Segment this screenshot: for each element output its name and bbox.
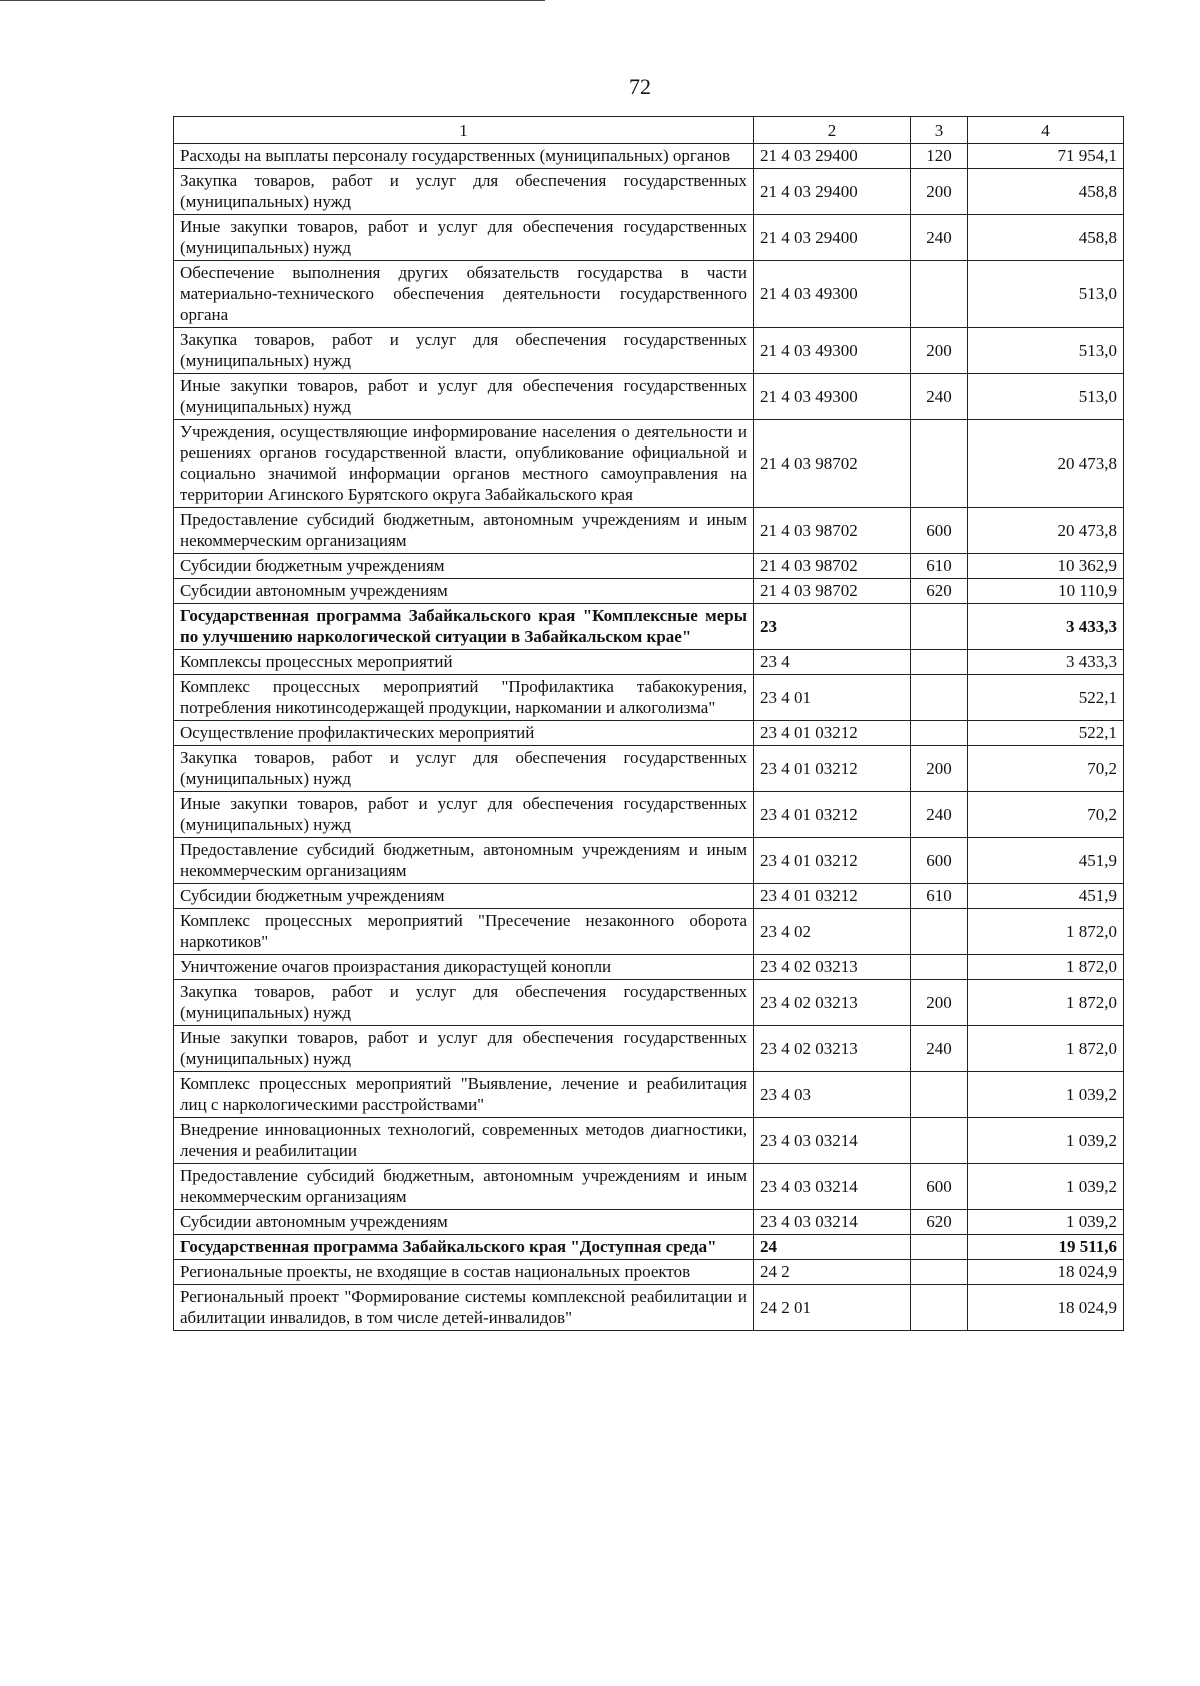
table-row — [174, 1072, 1124, 1118]
row-code-cell: 23 4 02 — [754, 909, 911, 955]
row-expense-type-cell: 620 — [911, 1210, 968, 1235]
table-row — [174, 215, 1124, 261]
row-code-cell: 21 4 03 49300 — [754, 328, 911, 374]
row-name-cell: Закупка товаров, работ и услуг для обеспечения государственных (муниципальных) нужд — [174, 328, 754, 374]
table-row — [174, 1118, 1124, 1164]
row-amount-cell: 1 039,2 — [968, 1072, 1124, 1118]
row-code-cell: 23 4 01 03212 — [754, 721, 911, 746]
row-amount-cell: 18 024,9 — [968, 1285, 1124, 1331]
row-name-cell: Закупка товаров, работ и услуг для обеспечения государственных (муниципальных) нужд — [174, 746, 754, 792]
row-code-cell: 21 4 03 98702 — [754, 579, 911, 604]
table-row — [174, 884, 1124, 909]
row-name-cell: Предоставление субсидий бюджетным, автономным учреждениям и иным некоммерческим организациям — [174, 1164, 754, 1210]
row-name-cell: Уничтожение очагов произрастания дикорастущей конопли — [174, 955, 754, 980]
row-name-cell: Обеспечение выполнения других обязательств государства в части материально-технического обеспечения деятельности государственного органа — [174, 261, 754, 328]
row-code-cell: 21 4 03 98702 — [754, 420, 911, 508]
row-expense-type-cell — [911, 909, 968, 955]
row-name-cell: Комплексы процессных мероприятий — [174, 650, 754, 675]
table-row — [174, 792, 1124, 838]
row-amount-cell: 1 872,0 — [968, 955, 1124, 980]
row-amount-cell: 71 954,1 — [968, 144, 1124, 169]
row-name-cell: Иные закупки товаров, работ и услуг для обеспечения государственных (муниципальных) нужд — [174, 1026, 754, 1072]
row-amount-cell: 70,2 — [968, 746, 1124, 792]
row-code-cell: 23 4 02 03213 — [754, 980, 911, 1026]
row-code-cell: 23 4 01 03212 — [754, 746, 911, 792]
table-row — [174, 955, 1124, 980]
row-code-cell: 23 4 03 — [754, 1072, 911, 1118]
row-name-cell: Комплекс процессных мероприятий "Профилактика табакокурения, потребления никотинсодержащей продукции, наркомании и алкоголизма" — [174, 675, 754, 721]
table-row — [174, 604, 1124, 650]
row-code-cell: 24 — [754, 1235, 911, 1260]
row-name-cell: Субсидии бюджетным учреждениям — [174, 554, 754, 579]
table-row — [174, 1026, 1124, 1072]
table-row — [174, 1164, 1124, 1210]
row-code-cell: 23 4 01 03212 — [754, 792, 911, 838]
row-amount-cell: 513,0 — [968, 261, 1124, 328]
table-row — [174, 1235, 1124, 1260]
row-name-cell: Региональный проект "Формирование системы комплексной реабилитации и абилитации инвалидов, в том числе детей-инвалидов" — [174, 1285, 754, 1331]
row-expense-type-cell — [911, 1260, 968, 1285]
row-code-cell: 23 4 — [754, 650, 911, 675]
row-expense-type-cell: 610 — [911, 884, 968, 909]
page-top-rule — [0, 0, 545, 1]
table-row — [174, 374, 1124, 420]
row-amount-cell: 3 433,3 — [968, 604, 1124, 650]
row-expense-type-cell: 200 — [911, 328, 968, 374]
table-row — [174, 1210, 1124, 1235]
table-row — [174, 650, 1124, 675]
row-expense-type-cell — [911, 675, 968, 721]
row-expense-type-cell: 200 — [911, 746, 968, 792]
row-expense-type-cell: 200 — [911, 980, 968, 1026]
row-amount-cell: 1 872,0 — [968, 909, 1124, 955]
row-name-cell: Субсидии автономным учреждениям — [174, 1210, 754, 1235]
row-expense-type-cell — [911, 721, 968, 746]
row-code-cell: 21 4 03 49300 — [754, 261, 911, 328]
row-code-cell: 23 4 01 03212 — [754, 838, 911, 884]
row-code-cell: 24 2 — [754, 1260, 911, 1285]
row-amount-cell: 20 473,8 — [968, 508, 1124, 554]
row-amount-cell: 1 872,0 — [968, 980, 1124, 1026]
row-expense-type-cell — [911, 420, 968, 508]
row-name-cell: Иные закупки товаров, работ и услуг для обеспечения государственных (муниципальных) нужд — [174, 792, 754, 838]
table-row — [174, 1285, 1124, 1331]
row-code-cell: 23 4 01 — [754, 675, 911, 721]
table-row — [174, 721, 1124, 746]
row-name-cell: Иные закупки товаров, работ и услуг для обеспечения государственных (муниципальных) нужд — [174, 374, 754, 420]
row-expense-type-cell: 240 — [911, 215, 968, 261]
row-expense-type-cell: 240 — [911, 1026, 968, 1072]
row-code-cell: 23 4 03 03214 — [754, 1118, 911, 1164]
row-name-cell: Иные закупки товаров, работ и услуг для обеспечения государственных (муниципальных) нужд — [174, 215, 754, 261]
row-code-cell: 21 4 03 49300 — [754, 374, 911, 420]
row-name-cell: Комплекс процессных мероприятий "Выявление, лечение и реабилитация лиц с наркологическими расстройствами" — [174, 1072, 754, 1118]
row-amount-cell: 19 511,6 — [968, 1235, 1124, 1260]
row-expense-type-cell — [911, 1285, 968, 1331]
row-amount-cell: 20 473,8 — [968, 420, 1124, 508]
row-code-cell: 23 4 02 03213 — [754, 955, 911, 980]
table-row — [174, 328, 1124, 374]
table-body — [174, 144, 1124, 1331]
row-expense-type-cell: 610 — [911, 554, 968, 579]
row-code-cell: 21 4 03 29400 — [754, 169, 911, 215]
row-amount-cell: 513,0 — [968, 374, 1124, 420]
table-row — [174, 144, 1124, 169]
row-expense-type-cell — [911, 1235, 968, 1260]
row-amount-cell: 458,8 — [968, 169, 1124, 215]
row-expense-type-cell — [911, 604, 968, 650]
row-name-cell: Предоставление субсидий бюджетным, автономным учреждениям и иным некоммерческим организациям — [174, 838, 754, 884]
row-expense-type-cell: 600 — [911, 1164, 968, 1210]
row-name-cell: Государственная программа Забайкальского края "Доступная среда" — [174, 1235, 754, 1260]
table-row — [174, 420, 1124, 508]
column-header-3: 3 — [911, 117, 968, 144]
row-expense-type-cell: 240 — [911, 792, 968, 838]
budget-table — [173, 116, 1124, 1331]
row-code-cell: 23 4 02 03213 — [754, 1026, 911, 1072]
page-number: 72 — [629, 74, 651, 99]
row-expense-type-cell — [911, 261, 968, 328]
row-code-cell: 21 4 03 98702 — [754, 554, 911, 579]
row-amount-cell: 1 872,0 — [968, 1026, 1124, 1072]
row-amount-cell: 458,8 — [968, 215, 1124, 261]
row-name-cell: Субсидии бюджетным учреждениям — [174, 884, 754, 909]
row-name-cell: Предоставление субсидий бюджетным, автономным учреждениям и иным некоммерческим организациям — [174, 508, 754, 554]
row-amount-cell: 3 433,3 — [968, 650, 1124, 675]
row-amount-cell: 513,0 — [968, 328, 1124, 374]
row-code-cell: 24 2 01 — [754, 1285, 911, 1331]
row-name-cell: Учреждения, осуществляющие информирование населения о деятельности и решениях органов государственной власти, опубликование официальной и социально значимой информации органов местного самоуправления на территории Агинского Бурятского округа Забайкальского края — [174, 420, 754, 508]
row-code-cell: 23 4 03 03214 — [754, 1164, 911, 1210]
row-code-cell: 23 4 01 03212 — [754, 884, 911, 909]
row-amount-cell: 70,2 — [968, 792, 1124, 838]
row-code-cell: 21 4 03 98702 — [754, 508, 911, 554]
row-expense-type-cell — [911, 650, 968, 675]
table-row — [174, 579, 1124, 604]
row-code-cell: 21 4 03 29400 — [754, 215, 911, 261]
row-amount-cell: 522,1 — [968, 675, 1124, 721]
row-amount-cell: 1 039,2 — [968, 1210, 1124, 1235]
row-amount-cell: 451,9 — [968, 838, 1124, 884]
table-row — [174, 909, 1124, 955]
row-expense-type-cell: 620 — [911, 579, 968, 604]
row-code-cell: 23 — [754, 604, 911, 650]
row-amount-cell: 10 110,9 — [968, 579, 1124, 604]
row-name-cell: Осуществление профилактических мероприятий — [174, 721, 754, 746]
row-amount-cell: 522,1 — [968, 721, 1124, 746]
table-row — [174, 554, 1124, 579]
row-name-cell: Внедрение инновационных технологий, современных методов диагностики, лечения и реабилитации — [174, 1118, 754, 1164]
row-amount-cell: 10 362,9 — [968, 554, 1124, 579]
column-header-1: 1 — [174, 117, 754, 144]
row-name-cell: Закупка товаров, работ и услуг для обеспечения государственных (муниципальных) нужд — [174, 980, 754, 1026]
table-row — [174, 508, 1124, 554]
row-code-cell: 23 4 03 03214 — [754, 1210, 911, 1235]
row-amount-cell: 1 039,2 — [968, 1164, 1124, 1210]
row-expense-type-cell: 600 — [911, 838, 968, 884]
table-row — [174, 746, 1124, 792]
row-expense-type-cell: 600 — [911, 508, 968, 554]
row-name-cell: Субсидии автономным учреждениям — [174, 579, 754, 604]
row-name-cell: Расходы на выплаты персоналу государственных (муниципальных) органов — [174, 144, 754, 169]
row-code-cell: 21 4 03 29400 — [754, 144, 911, 169]
table-row — [174, 980, 1124, 1026]
row-expense-type-cell: 240 — [911, 374, 968, 420]
table-header-row — [174, 117, 1124, 144]
table-row — [174, 675, 1124, 721]
row-expense-type-cell — [911, 1118, 968, 1164]
table-row — [174, 838, 1124, 884]
table-row — [174, 169, 1124, 215]
row-amount-cell: 451,9 — [968, 884, 1124, 909]
row-expense-type-cell — [911, 1072, 968, 1118]
row-name-cell: Государственная программа Забайкальского края "Комплексные меры по улучшению наркологической ситуации в Забайкальском крае" — [174, 604, 754, 650]
row-expense-type-cell — [911, 955, 968, 980]
row-amount-cell: 1 039,2 — [968, 1118, 1124, 1164]
row-name-cell: Комплекс процессных мероприятий "Пресечение незаконного оборота наркотиков" — [174, 909, 754, 955]
row-amount-cell: 18 024,9 — [968, 1260, 1124, 1285]
column-header-2: 2 — [754, 117, 911, 144]
column-header-4: 4 — [968, 117, 1124, 144]
row-name-cell: Региональные проекты, не входящие в состав национальных проектов — [174, 1260, 754, 1285]
row-expense-type-cell: 120 — [911, 144, 968, 169]
table-row — [174, 261, 1124, 328]
table-row — [174, 1260, 1124, 1285]
row-name-cell: Закупка товаров, работ и услуг для обеспечения государственных (муниципальных) нужд — [174, 169, 754, 215]
row-expense-type-cell: 200 — [911, 169, 968, 215]
